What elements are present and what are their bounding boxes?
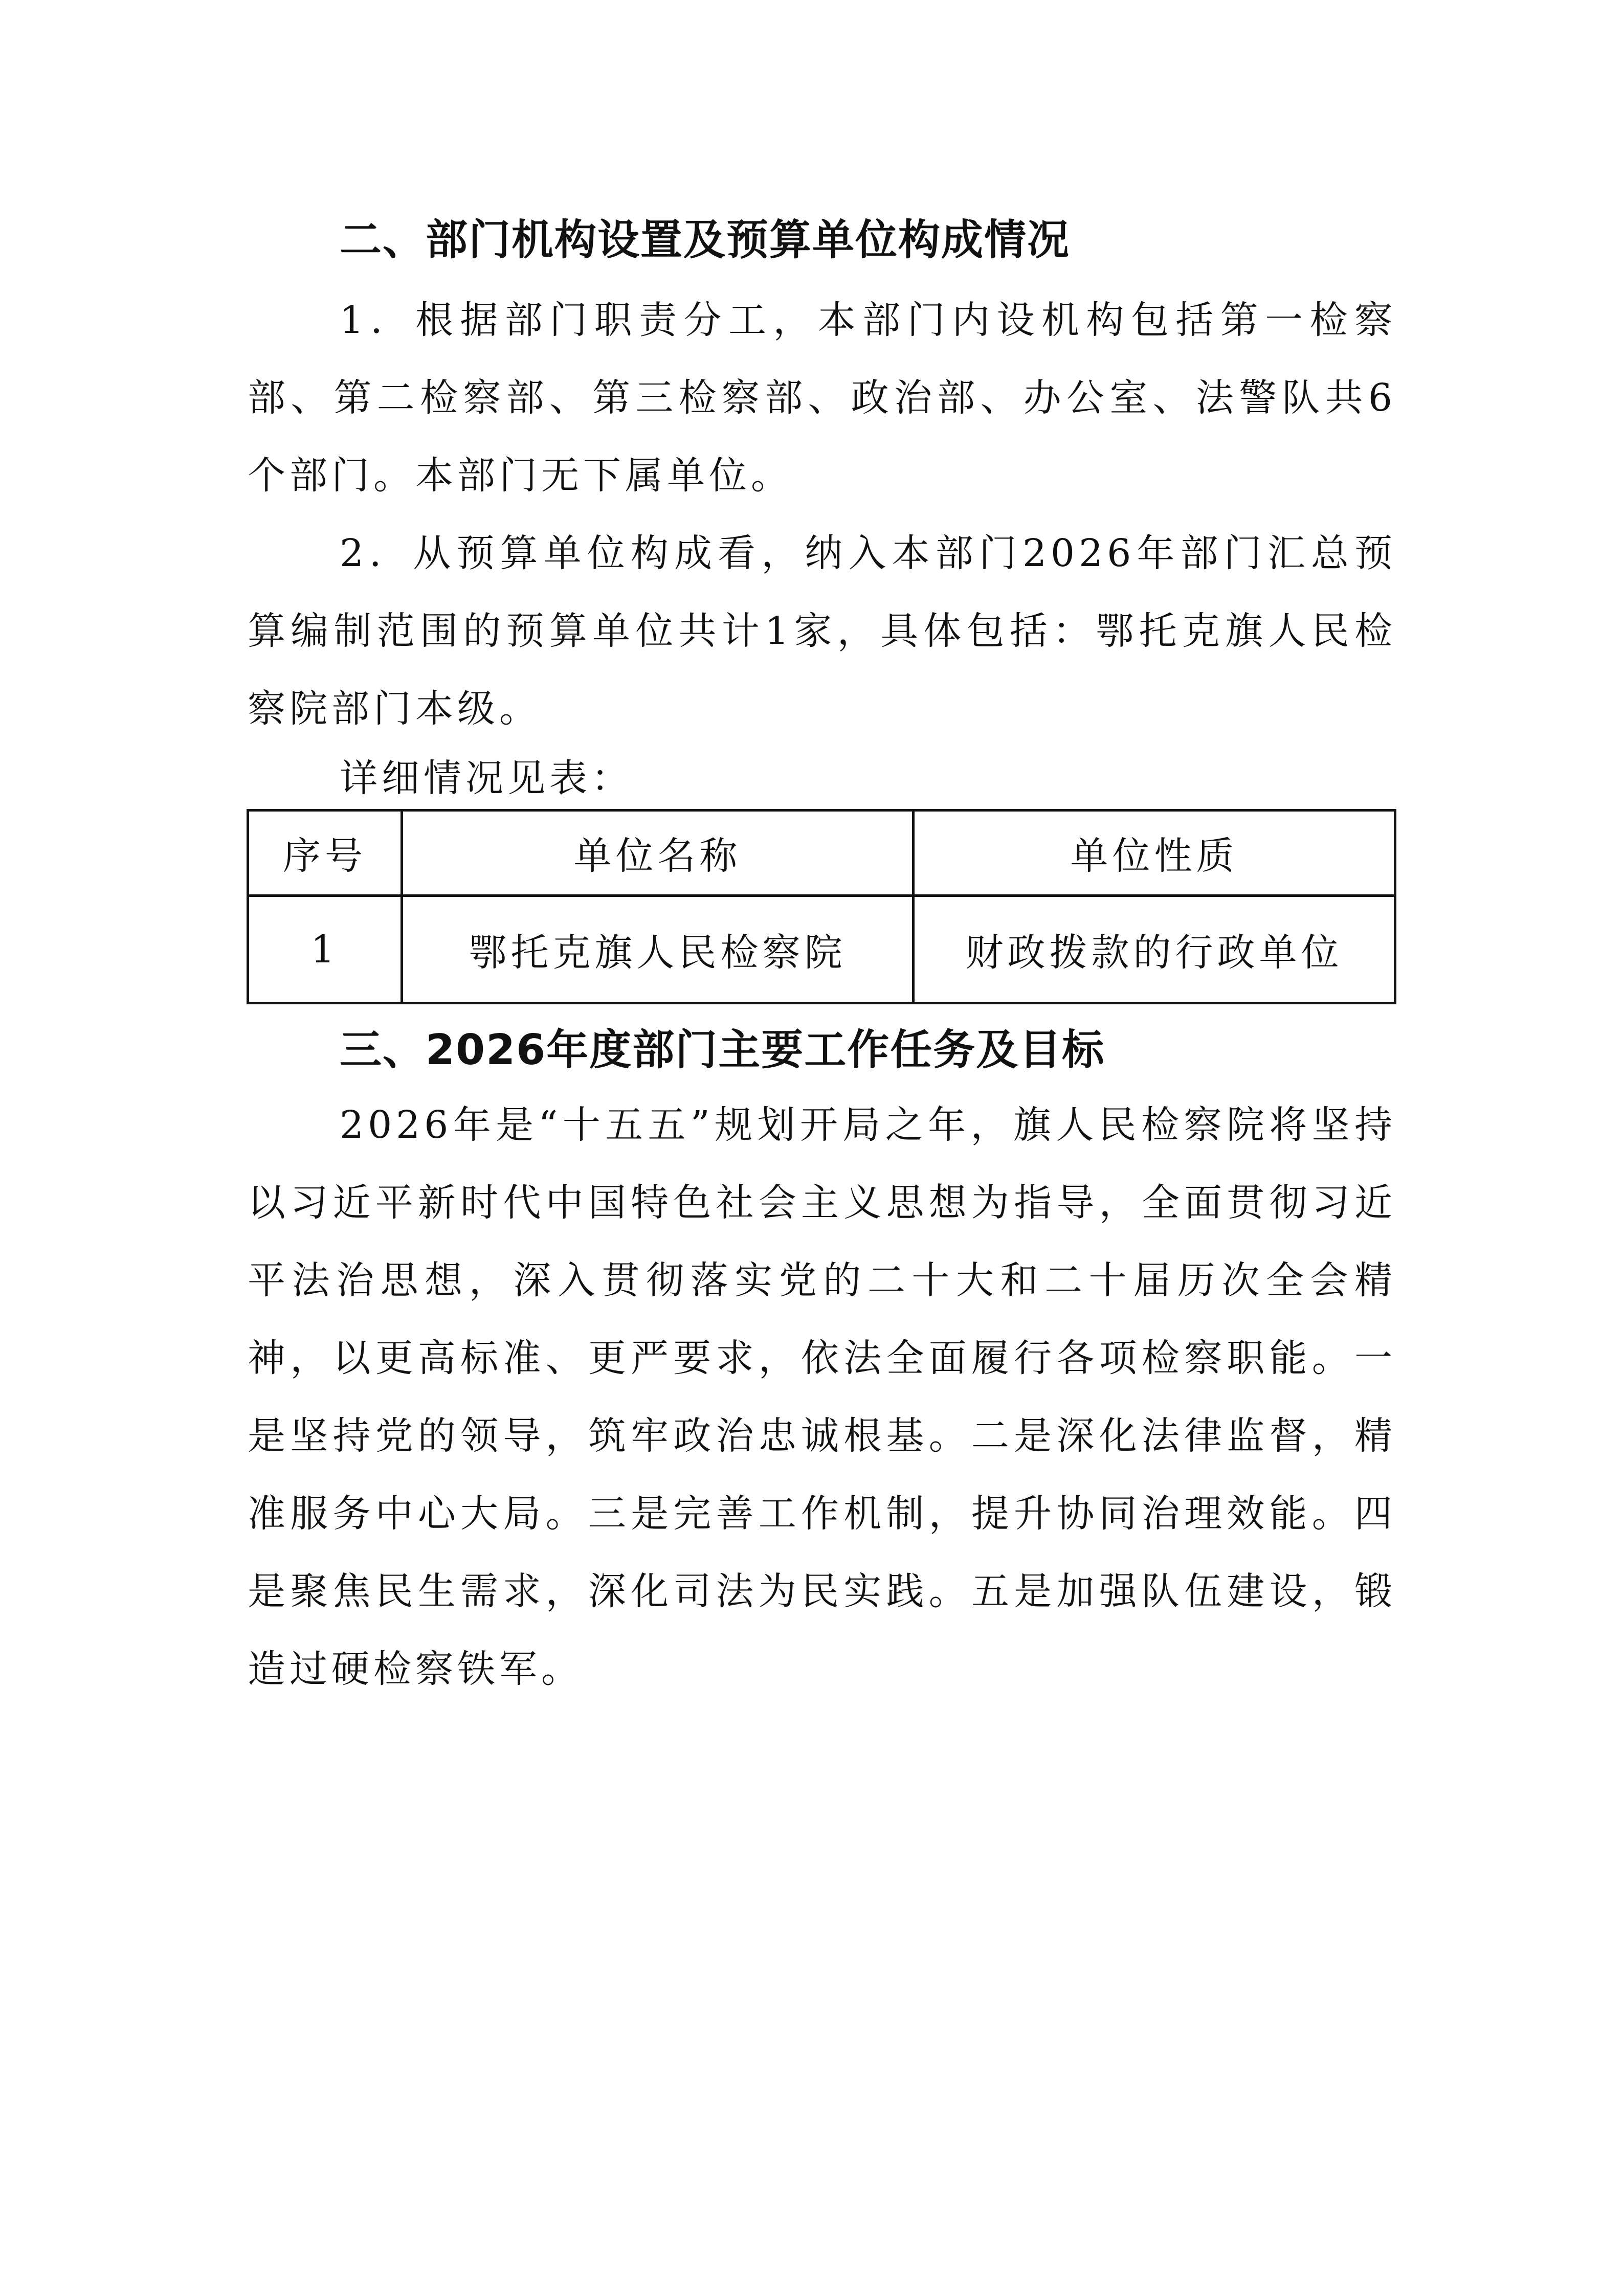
table-header-unit-type: 单位性质 [914, 811, 1395, 896]
table-cell-index: 1 [248, 896, 402, 1003]
section3-heading: 三、2026年度部门主要工作任务及目标 [340, 1026, 1105, 1074]
section2-paragraph-2: 2．从预算单位构成看，纳入本部门2026年部门汇总预算编制范围的预算单位共计1家，具体包括：鄂托克旗人民检察院部门本级。 [248, 531, 1396, 731]
table-row [248, 896, 1395, 1003]
section2-paragraph-1: 1．根据部门职责分工，本部门内设机构包括第一检察部、第二检察部、第三检察部、政治部、办公室、法警队共6个部门。本部门无下属单位。 [248, 298, 1396, 498]
table-header-index: 序号 [248, 811, 402, 896]
table-cell-unit-name: 鄂托克旗人民检察院 [402, 896, 914, 1003]
table-header-unit-name: 单位名称 [402, 811, 914, 896]
table-intro: 详细情况见表： [340, 756, 633, 800]
section3-paragraph: 2026年是“十五五”规划开局之年，旗人民检察院将坚持以习近平新时代中国特色社会主义思想为指导，全面贯彻习近平法治思想，深入贯彻落实党的二十大和二十届历次全会精神，以更高标准、更严要求，依法全面履行各项检察职能。一是坚持党的领导，筑牢政治忠诚根基。二是深化法律监督，精准服务中心大局。三是完善工作机制，提升协同治理效能。四是聚焦民生需求，深化司法为民实践。五是加强队伍建设，锻造过硬检察铁军。 [248, 1103, 1396, 1691]
table-header-row [248, 811, 1395, 896]
table-cell-unit-type: 财政拨款的行政单位 [914, 896, 1395, 1003]
section2-heading: 二、部门机构设置及预算单位构成情况 [340, 216, 1071, 264]
document-page [248, 194, 1396, 1708]
budget-unit-table [247, 809, 1396, 1004]
